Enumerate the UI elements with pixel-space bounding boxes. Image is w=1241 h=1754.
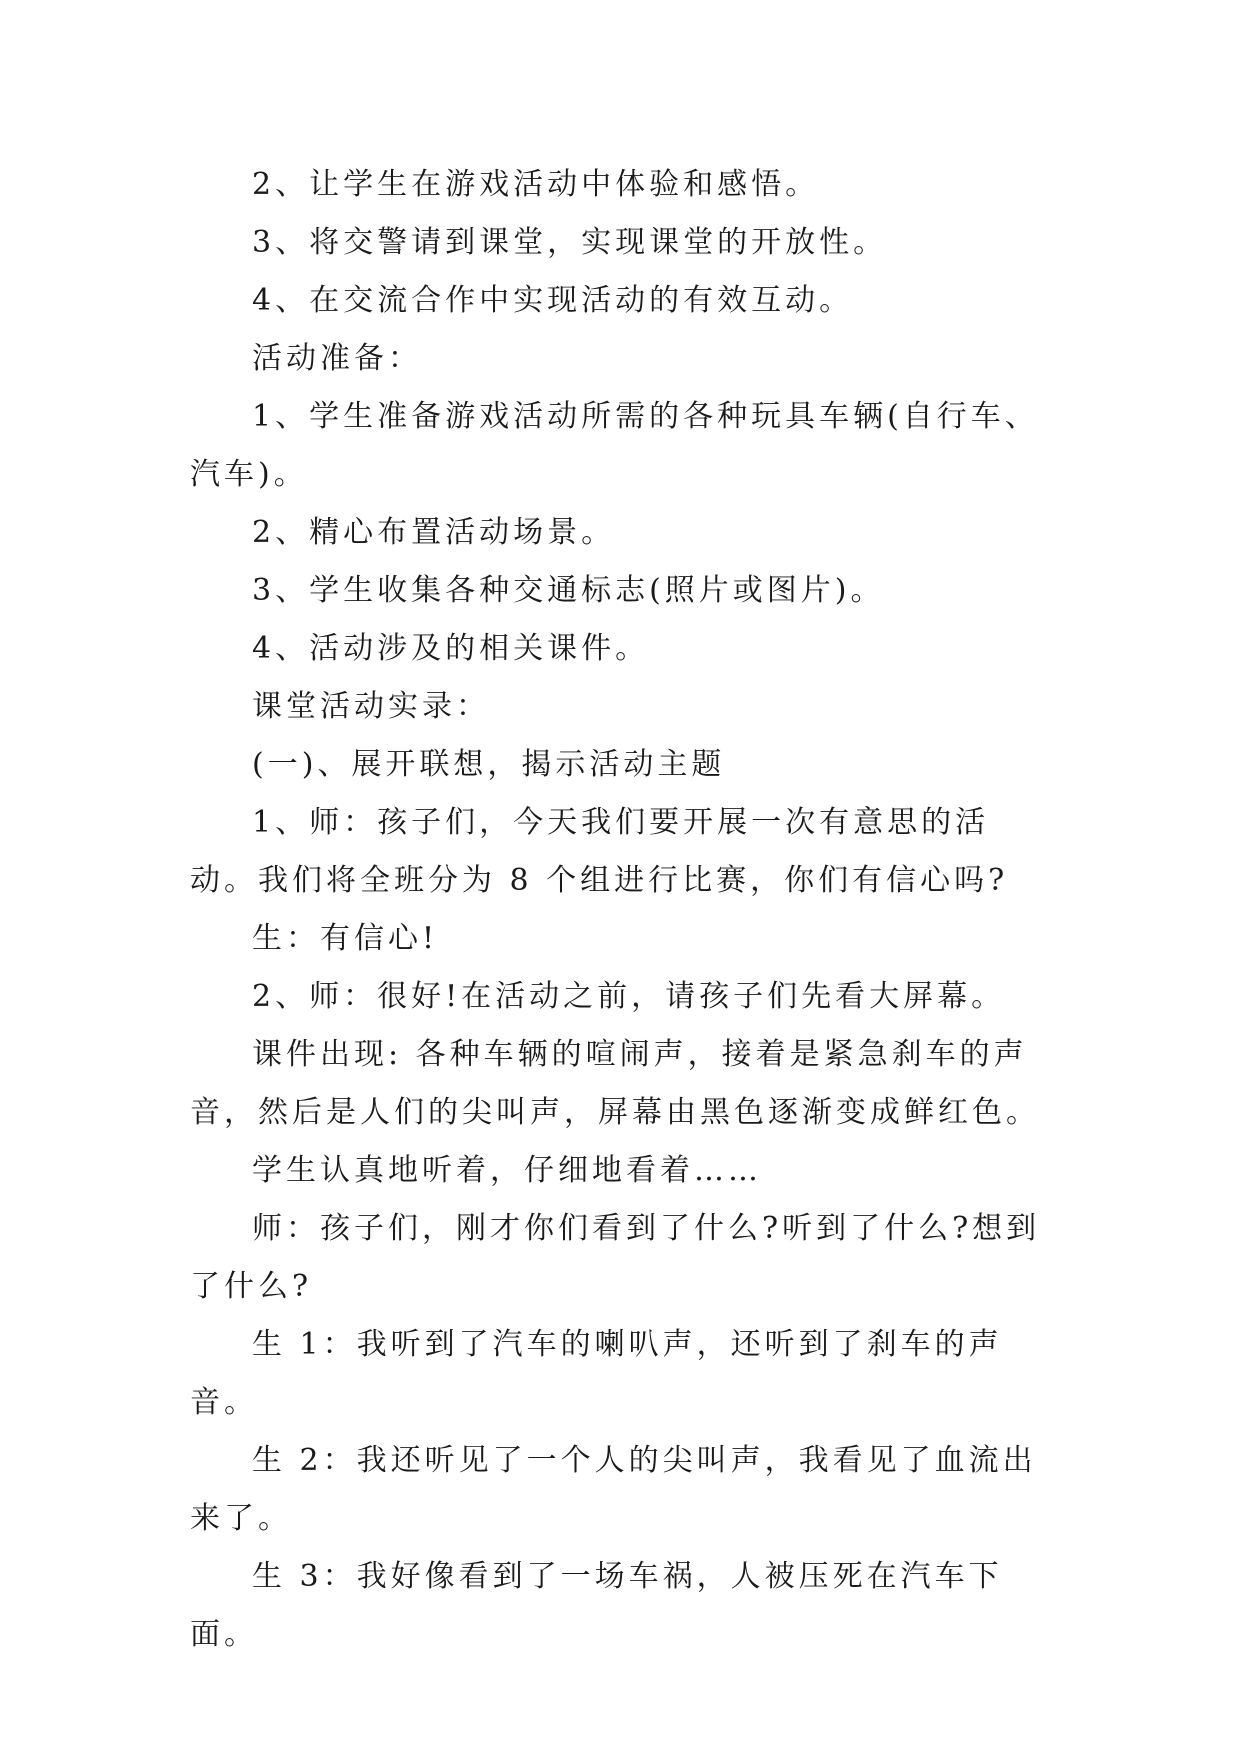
paragraph: 师：孩子们，刚才你们看到了什么?听到了什么?想到了什么? [190, 1211, 1041, 1304]
paragraph: 生 1：我听到了汽车的喇叭声，还听到了刹车的声音。 [190, 1327, 1003, 1420]
document-body [190, 156, 1052, 1664]
paragraph: 2、精心布置活动场景。 [252, 515, 616, 550]
paragraph: 2、师：很好!在活动之前，请孩子们先看大屏幕。 [252, 979, 1006, 1014]
section-heading: 活动准备： [252, 341, 422, 376]
paragraph: 4、在交流合作中实现活动的有效互动。 [252, 283, 854, 318]
paragraph: 生：有信心! [252, 921, 439, 956]
paragraph: 2、让学生在游戏活动中体验和感悟。 [252, 167, 820, 202]
paragraph: 4、活动涉及的相关课件。 [252, 631, 650, 666]
paragraph: 生 2：我还听见了一个人的尖叫声，我看见了血流出来了。 [190, 1443, 1037, 1536]
paragraph: 3、学生收集各种交通标志(照片或图片)。 [252, 573, 885, 608]
paragraph: 生 3：我好像看到了一场车祸，人被压死在汽车下面。 [190, 1559, 1003, 1652]
section-heading: 课堂活动实录： [252, 689, 490, 724]
paragraph: 学生认真地听着，仔细地看着…… [252, 1153, 762, 1188]
section-heading: (一)、展开联想，揭示活动主题 [252, 747, 726, 782]
paragraph: 3、将交警请到课堂，实现课堂的开放性。 [252, 225, 888, 260]
paragraph: 1、师：孩子们，今天我们要开展一次有意思的活动。我们将全班分为 8 个组进行比赛，你们有信心吗? [190, 805, 1009, 898]
paragraph: 1、学生准备游戏活动所需的各种玩具车辆(自行车、汽车)。 [190, 399, 1039, 492]
paragraph: 课件出现: 各种车辆的喧闹声，接着是紧急刹车的声音，然后是人们的尖叫声，屏幕由黑色逐渐变成鲜红色。 [190, 1037, 1040, 1130]
